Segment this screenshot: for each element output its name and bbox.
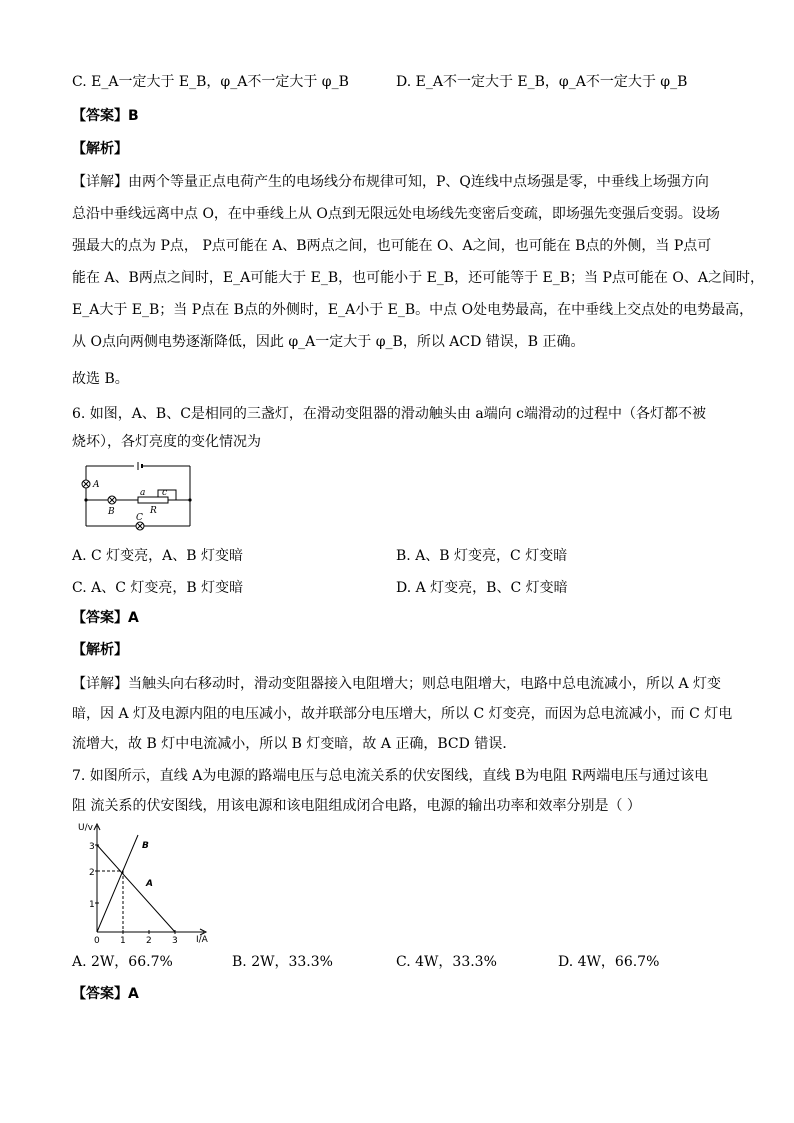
- graph-x-tick: 3: [172, 936, 178, 944]
- q7-stem-line: 阻 流关系的伏安图线，用该电源和该电阻组成闭合电路，电源的输出功率和效率分别是（ ）: [72, 798, 641, 814]
- circuit-label-c-lamp: C: [136, 513, 143, 523]
- circuit-label-a-end: a: [140, 488, 146, 498]
- graph-x-tick: 0: [94, 936, 100, 944]
- q7-option-d: D. 4W，66.7%: [558, 954, 660, 970]
- q7-option-b: B. 2W，33.3%: [232, 954, 333, 970]
- iv-graph: [72, 820, 222, 944]
- circuit-label-c-end: c: [162, 488, 168, 498]
- q6-analysis-title: 【解析】: [72, 642, 128, 658]
- q6-detail-line: 流增大，故 B 灯中电流减小，所以 B 灯变暗，故 A 正确，BCD 错误．: [72, 736, 517, 752]
- circuit-label-r: R: [150, 506, 157, 516]
- q5-conclusion: 故选 B。: [72, 371, 129, 387]
- q7-answer: 【答案】A: [72, 986, 139, 1002]
- q5-analysis-title: 【解析】: [72, 141, 128, 157]
- q6-option-a: A. C 灯变亮，A、B 灯变暗: [72, 548, 244, 564]
- q6-stem-line: 烧坏），各灯亮度的变化情况为: [72, 434, 261, 450]
- q6-option-b: B. A、B 灯变亮，C 灯变暗: [396, 548, 568, 564]
- q5-detail-line: 从 O点向两侧电势逐渐降低，因此 φ_A一定大于 φ_B，所以 ACD 错误，B 正确。: [72, 334, 585, 350]
- q5-detail-line: 强最大的点为 P点， P点可能在 A、B两点之间，也可能在 O、A之间，也可能在 B点的外侧，当 P点可: [72, 238, 712, 254]
- graph-y-tick: 3: [89, 842, 95, 852]
- q5-detail-line: 总沿中垂线远离中点 O，在中垂线上从 O点到无限远处电场线先变密后变疏，即场强先变强后变弱。设场: [72, 206, 720, 222]
- q5-detail-line: E_A大于 E_B；当 P点在 B点的外侧时，E_A小于 E_B。中点 O处电势最高，在中垂线上交点处的电势最高，: [72, 302, 754, 318]
- q7-option-c: C. 4W，33.3%: [396, 954, 497, 970]
- graph-x-tick: 2: [146, 936, 152, 944]
- q6-detail-line: 暗，因 A 灯及电源内阻的电压减小，故并联部分电压增大，所以 C 灯变亮，而因为总电流减小，而 C 灯电: [72, 706, 733, 722]
- q5-detail-line: 【详解】由两个等量正点电荷产生的电场线分布规律可知，P、Q连线中点场强是零，中垂线上场强方向: [72, 174, 709, 190]
- graph-y-tick: 1: [89, 900, 95, 910]
- circuit-label-a-lamp: A: [93, 480, 100, 490]
- graph-x-tick: 1: [120, 936, 126, 944]
- q7-stem-line: 7. 如图所示，直线 A为电源的路端电压与总电流关系的伏安图线，直线 B为电阻 R两端电压与通过该电: [72, 768, 709, 784]
- graph-line-b-label: B: [142, 841, 149, 851]
- q5-answer: 【答案】B: [72, 108, 139, 124]
- graph-y-axis-label: U/v: [78, 823, 93, 833]
- q6-answer: 【答案】A: [72, 610, 139, 626]
- graph-x-axis-label: I/A: [196, 935, 208, 944]
- q6-stem-line: 6. 如图，A、B、C是相同的三盏灯，在滑动变阻器的滑动触头由 a端向 c端滑动的过程中（各灯都不被: [72, 406, 707, 422]
- q5-option-d: D. E_A不一定大于 E_B，φ_A不一定大于 φ_B: [396, 74, 688, 90]
- q5-option-c: C. E_A一定大于 E_B，φ_A不一定大于 φ_B: [72, 74, 349, 90]
- q6-detail-line: 【详解】当触头向右移动时，滑动变阻器接入电阻增大；则总电阻增大，电路中总电流减小，所以 A 灯变: [72, 676, 722, 692]
- graph-line-a-label: A: [146, 879, 153, 889]
- circuit-label-b-lamp: B: [108, 507, 115, 517]
- graph-y-tick: 2: [89, 868, 95, 878]
- q7-option-a: A. 2W，66.7%: [72, 954, 173, 970]
- q6-option-d: D. A 灯变亮，B、C 灯变暗: [396, 580, 568, 596]
- q5-detail-line: 能在 A、B两点之间时，E_A可能大于 E_B，也可能小于 E_B，还可能等于 E_B；当 P点可能在 O、A之间时，: [72, 270, 764, 286]
- circuit-diagram: [78, 462, 198, 532]
- q6-option-c: C. A、C 灯变亮，B 灯变暗: [72, 580, 244, 596]
